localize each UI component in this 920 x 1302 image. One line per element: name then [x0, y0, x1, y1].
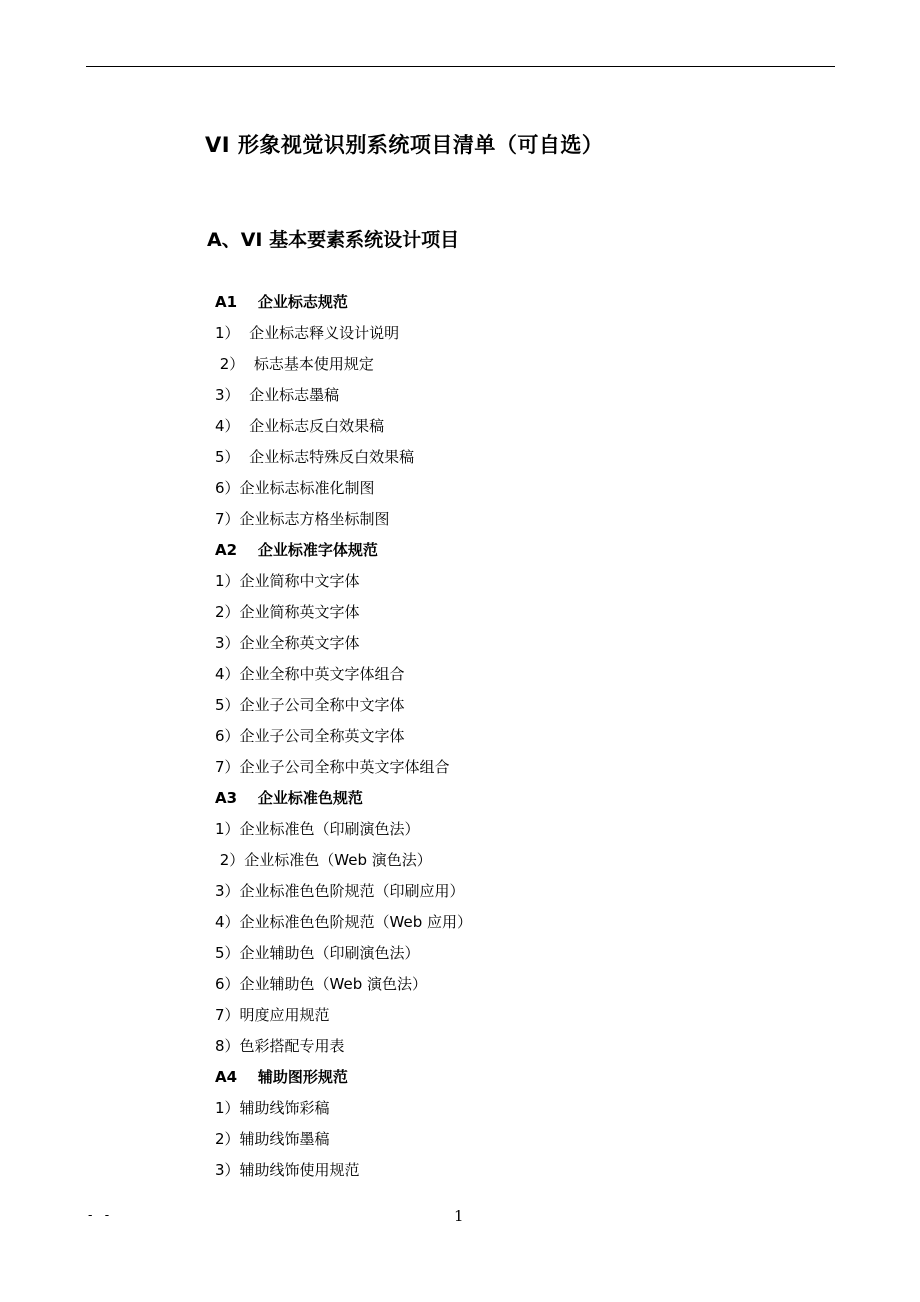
list-item: 6）企业辅助色（Web 演色法）: [215, 975, 428, 993]
list-item: 1）企业简称中文字体: [215, 572, 360, 590]
list-item: 3）企业全称英文字体: [215, 634, 360, 652]
footer-marker: - -: [88, 1208, 110, 1223]
list-item: 8）色彩搭配专用表: [215, 1037, 345, 1055]
section-title: A、VI 基本要素系统设计项目: [207, 229, 460, 251]
item-list: [215, 287, 835, 1186]
list-item: 1）企业标准色（印刷演色法）: [215, 820, 420, 838]
group-heading-a4: A4 辅助图形规范: [215, 1068, 348, 1086]
list-item: 3）辅助线饰使用规范: [215, 1161, 360, 1179]
list-item: 5）企业辅助色（印刷演色法）: [215, 944, 420, 962]
list-item: 6）企业子公司全称英文字体: [215, 727, 405, 745]
list-item: 5） 企业标志特殊反白效果稿: [215, 448, 415, 466]
list-item: 4）企业全称中英文字体组合: [215, 665, 405, 683]
group-heading-a1: A1 企业标志规范: [215, 293, 348, 311]
list-item: 4）企业标准色色阶规范（Web 应用）: [215, 913, 473, 931]
list-item: 7）明度应用规范: [215, 1006, 330, 1024]
list-item: 2）企业标准色（Web 演色法）: [215, 851, 432, 869]
list-item: 7）企业子公司全称中英文字体组合: [215, 758, 450, 776]
group-heading-a3: A3 企业标准色规范: [215, 789, 363, 807]
list-item: 5）企业子公司全称中文字体: [215, 696, 405, 714]
list-item: 6）企业标志标准化制图: [215, 479, 375, 497]
list-item: 2） 标志基本使用规定: [215, 355, 374, 373]
list-item: 7）企业标志方格坐标制图: [215, 510, 390, 528]
list-item: 3） 企业标志墨稿: [215, 386, 340, 404]
header-rule: [86, 66, 835, 67]
list-item: 3）企业标准色色阶规范（印刷应用）: [215, 882, 465, 900]
list-item: 1）辅助线饰彩稿: [215, 1099, 330, 1117]
list-item: 2）企业简称英文字体: [215, 603, 360, 621]
page-number: 1: [454, 1207, 464, 1225]
group-heading-a2: A2 企业标准字体规范: [215, 541, 378, 559]
list-item: 1） 企业标志释义设计说明: [215, 324, 400, 342]
list-item: 2）辅助线饰墨稿: [215, 1130, 330, 1148]
document-title: VI 形象视觉识别系统项目清单（可自选）: [205, 133, 604, 157]
list-item: 4） 企业标志反白效果稿: [215, 417, 385, 435]
